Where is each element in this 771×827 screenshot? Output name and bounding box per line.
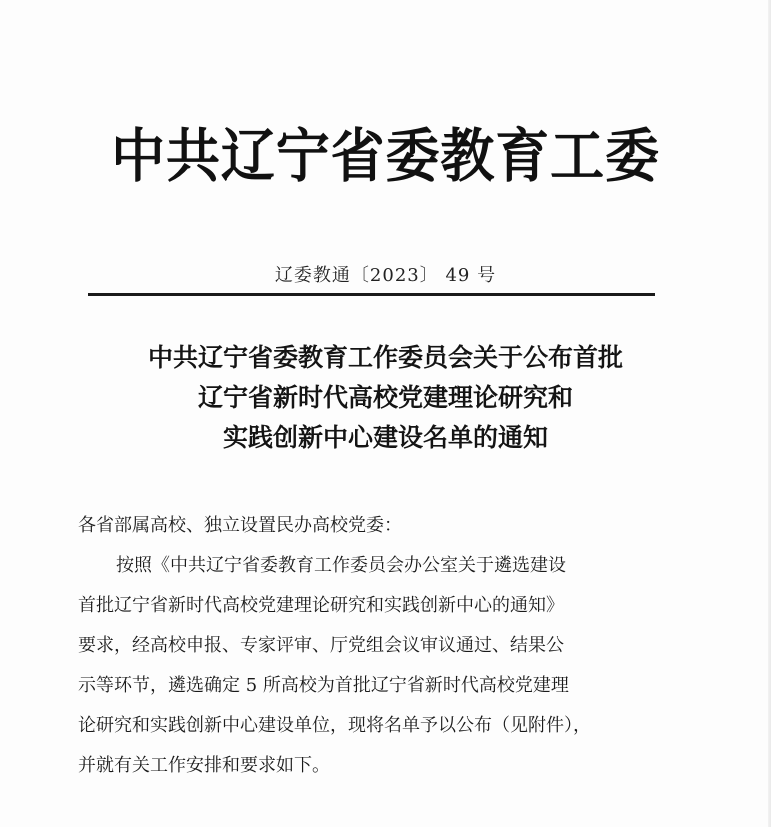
body-line-2: 首批辽宁省新时代高校党建理论研究和实践创新中心的通知》	[78, 595, 564, 616]
document-number: 辽委教通〔2023〕 49 号	[274, 265, 497, 286]
body-line-6: 并就有关工作安排和要求如下。	[78, 755, 330, 776]
body-line-1: 按照《中共辽宁省委教育工作委员会办公室关于遴选建设	[116, 555, 566, 576]
document-header-org-name: 中共辽宁省委教育工委	[111, 122, 660, 190]
notice-title-line-3: 实践创新中心建设名单的通知	[222, 423, 548, 452]
notice-title-line-1: 中共辽宁省委教育工作委员会关于公布首批	[147, 343, 623, 372]
notice-body	[78, 506, 678, 786]
notice-title-line-2: 辽宁省新时代高校党建理论研究和	[197, 383, 573, 412]
body-line-5: 论研究和实践创新中心建设单位，现将名单予以公布（见附件），	[78, 715, 591, 736]
notice-title	[60, 338, 711, 458]
body-line-4: 示等环节，遴选确定 5 所高校为首批辽宁省新时代高校党建理	[78, 675, 569, 696]
body-line-3: 要求，经高校申报、专家评审、厅党组会议审议通过、结果公	[78, 635, 564, 656]
salutation: 各省部属高校、独立设置民办高校党委：	[78, 515, 402, 536]
header-divider	[88, 293, 655, 296]
